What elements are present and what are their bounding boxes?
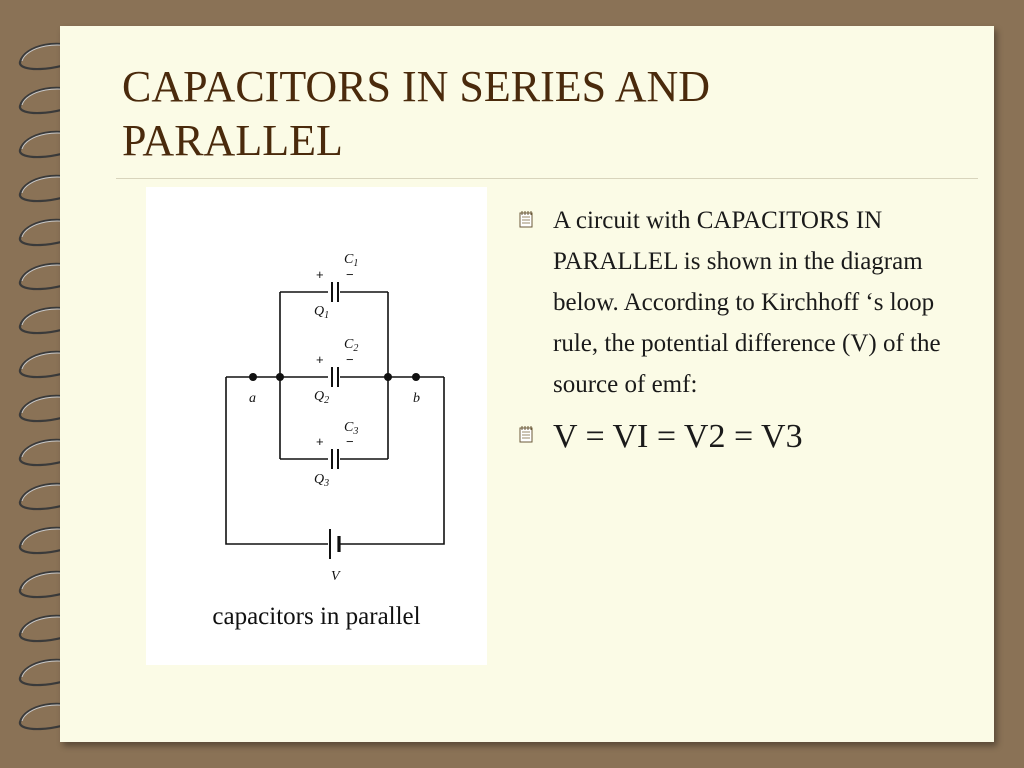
label-c1: $C_1$ (344, 252, 359, 269)
plus-sign-c3: + (316, 434, 324, 449)
label-q1: $Q_1$ (314, 304, 330, 321)
bullet-item-2 (512, 415, 982, 459)
title-divider (116, 178, 978, 179)
label-c3: $C_3$ (344, 420, 359, 437)
plus-sign-c1: + (316, 267, 324, 282)
junction-right-dot (384, 373, 392, 381)
label-q2: $Q_2$ (314, 389, 330, 406)
minus-sign-c2: − (346, 352, 354, 367)
node-b-dot (412, 373, 420, 381)
label-c2: $C_2$ (344, 337, 359, 354)
label-q3: $Q_3$ (314, 472, 330, 489)
node-a-dot (249, 373, 257, 381)
bullet-text-1: A circuit with CAPACITORS IN PARALLEL is shown in the diagram below. According to Kirchhoff ‘s loop rule, the potential difference (V) of the source of emf: (553, 207, 941, 398)
plus-sign-c2: + (316, 352, 324, 367)
slide-title: CAPACITORS IN SERIES AND PARALLEL (122, 62, 711, 165)
label-node-b: b (413, 391, 420, 406)
outer-wire-right (340, 377, 444, 544)
minus-sign-c3: − (346, 434, 354, 449)
bullet-item-1 (512, 200, 982, 405)
diagram-caption: capacitors in parallel (212, 603, 421, 630)
circuit-diagram (146, 187, 487, 665)
junction-left-dot (276, 373, 284, 381)
outer-wire-left (226, 377, 328, 544)
label-voltage: V (331, 569, 340, 584)
bullet-list (512, 200, 982, 459)
minus-sign-c1: − (346, 267, 354, 282)
notepad-bullet-icon (516, 208, 538, 230)
bullet-text-2: V = VI = V2 = V3 (553, 418, 803, 455)
notepad-bullet-icon (516, 423, 538, 445)
label-node-a: a (249, 391, 256, 406)
